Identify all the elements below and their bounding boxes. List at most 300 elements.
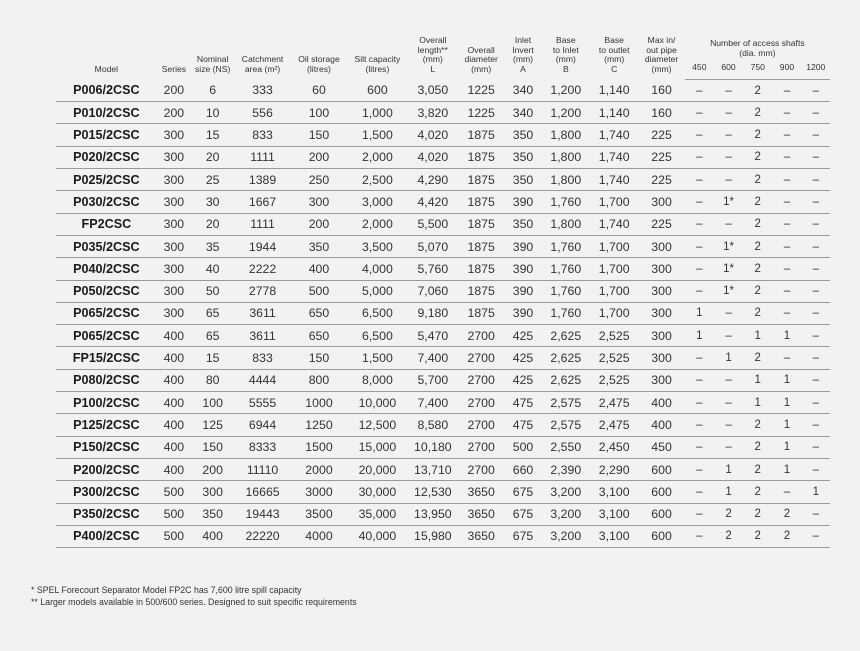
table-cell: 3,820 <box>408 102 458 124</box>
shaft-count-cell: – <box>772 258 801 280</box>
table-cell: 8333 <box>234 436 290 458</box>
table-cell: 300 <box>638 369 684 391</box>
table-cell: 1225 <box>458 102 504 124</box>
table-cell: 1,760 <box>542 235 590 257</box>
table-cell: 16665 <box>234 481 290 503</box>
table-cell: 3,200 <box>542 481 590 503</box>
header-shaft-size: 600 <box>714 62 743 79</box>
shaft-count-cell: – <box>685 146 714 168</box>
model-cell: P150/2CSC <box>56 436 157 458</box>
table-cell: 35 <box>191 235 234 257</box>
table-cell: 1,500 <box>347 347 407 369</box>
table-cell: 15 <box>191 124 234 146</box>
shaft-count-cell: 2 <box>743 347 772 369</box>
table-cell: 2700 <box>458 458 504 480</box>
footnote: ** Larger models available in 500/600 series. Designed to suit specific requirements <box>31 597 357 607</box>
table-cell: 20 <box>191 146 234 168</box>
table-cell: 1,760 <box>542 302 590 324</box>
table-cell: 3500 <box>291 503 347 525</box>
table-cell: 1875 <box>458 146 504 168</box>
table-cell: 22220 <box>234 525 290 547</box>
table-cell: 3,050 <box>408 79 458 101</box>
table-cell: 125 <box>191 414 234 436</box>
table-cell: 5,760 <box>408 258 458 280</box>
table-cell: 2000 <box>291 458 347 480</box>
shaft-count-cell: – <box>685 347 714 369</box>
table-cell: 6,500 <box>347 325 407 347</box>
shaft-count-cell: 2 <box>743 525 772 547</box>
table-cell: 300 <box>157 213 191 235</box>
table-cell: 2,575 <box>542 414 590 436</box>
shaft-count-cell: – <box>772 102 801 124</box>
table-row <box>56 79 830 101</box>
table-cell: 3,200 <box>542 503 590 525</box>
shaft-count-cell: – <box>802 503 830 525</box>
table-cell: 2,575 <box>542 392 590 414</box>
table-cell: 400 <box>638 414 684 436</box>
model-cell: P200/2CSC <box>56 458 157 480</box>
table-cell: 833 <box>234 124 290 146</box>
table-cell: 250 <box>291 169 347 191</box>
table-cell: 2,525 <box>590 347 638 369</box>
table-row <box>56 102 830 124</box>
shaft-count-cell: 1* <box>714 258 743 280</box>
table-cell: 300 <box>638 302 684 324</box>
shaft-count-cell: – <box>685 481 714 503</box>
table-cell: 30,000 <box>347 481 407 503</box>
shaft-count-cell: – <box>714 436 743 458</box>
table-cell: 40 <box>191 258 234 280</box>
shaft-count-cell: – <box>714 414 743 436</box>
model-cell: P006/2CSC <box>56 79 157 101</box>
table-cell: 300 <box>638 191 684 213</box>
table-cell: 5,070 <box>408 235 458 257</box>
footnote: * SPEL Forecourt Separator Model FP2C has 7,600 litre spill capacity <box>31 585 302 595</box>
shaft-count-cell: 1 <box>772 392 801 414</box>
table-cell: 13,710 <box>408 458 458 480</box>
table-cell: 3,000 <box>347 191 407 213</box>
shaft-count-cell: – <box>772 481 801 503</box>
table-row <box>56 191 830 213</box>
table-cell: 160 <box>638 102 684 124</box>
shaft-count-cell: – <box>772 302 801 324</box>
shaft-count-cell: 2 <box>743 235 772 257</box>
table-cell: 200 <box>291 146 347 168</box>
shaft-count-cell: – <box>685 213 714 235</box>
table-cell: 4,000 <box>347 258 407 280</box>
table-cell: 1,760 <box>542 258 590 280</box>
table-cell: 1,800 <box>542 124 590 146</box>
table-cell: 2700 <box>458 325 504 347</box>
shaft-count-cell: 1* <box>714 191 743 213</box>
table-cell: 5555 <box>234 392 290 414</box>
shaft-count-cell: – <box>714 302 743 324</box>
table-cell: 1,800 <box>542 169 590 191</box>
shaft-count-cell: 1 <box>685 302 714 324</box>
model-cell: P400/2CSC <box>56 525 157 547</box>
model-cell: FP15/2CSC <box>56 347 157 369</box>
shaft-count-cell: – <box>714 169 743 191</box>
table-cell: 1,740 <box>590 169 638 191</box>
shaft-count-cell: 2 <box>772 503 801 525</box>
table-row <box>56 458 830 480</box>
table-cell: 30 <box>191 191 234 213</box>
shaft-count-cell: – <box>802 79 830 101</box>
table-cell: 556 <box>234 102 290 124</box>
model-cell: FP2CSC <box>56 213 157 235</box>
header-series: Series <box>161 63 187 74</box>
shaft-count-cell: – <box>714 102 743 124</box>
table-row <box>56 481 830 503</box>
table-cell: 35,000 <box>347 503 407 525</box>
table-row <box>56 525 830 547</box>
table-row <box>56 213 830 235</box>
table-cell: 60 <box>291 79 347 101</box>
table-cell: 1,140 <box>590 79 638 101</box>
model-cell: P125/2CSC <box>56 414 157 436</box>
header-shaft-size: 450 <box>685 62 714 79</box>
table-cell: 1,700 <box>590 280 638 302</box>
shaft-count-cell: – <box>772 235 801 257</box>
table-cell: 80 <box>191 369 234 391</box>
table-cell: 200 <box>191 458 234 480</box>
table-row <box>56 280 830 302</box>
shaft-count-cell: – <box>802 124 830 146</box>
table-cell: 3650 <box>458 481 504 503</box>
table-cell: 675 <box>504 525 541 547</box>
table-row <box>56 124 830 146</box>
table-row <box>56 169 830 191</box>
table-cell: 225 <box>638 169 684 191</box>
table-cell: 1,700 <box>590 191 638 213</box>
table-cell: 19443 <box>234 503 290 525</box>
shaft-count-cell: 1 <box>685 325 714 347</box>
table-cell: 1250 <box>291 414 347 436</box>
table-cell: 600 <box>638 525 684 547</box>
table-cell: 1,800 <box>542 146 590 168</box>
table-cell: 400 <box>157 436 191 458</box>
table-body <box>56 79 830 547</box>
table-cell: 1,000 <box>347 102 407 124</box>
header-shaft-size: 900 <box>772 62 801 79</box>
table-cell: 3650 <box>458 503 504 525</box>
shaft-count-cell: – <box>685 414 714 436</box>
table-cell: 1875 <box>458 169 504 191</box>
table-cell: 675 <box>504 481 541 503</box>
table-cell: 10,180 <box>408 436 458 458</box>
table-cell: 400 <box>291 258 347 280</box>
model-cell: P050/2CSC <box>56 280 157 302</box>
table-cell: 390 <box>504 191 541 213</box>
table-row <box>56 503 830 525</box>
table-cell: 400 <box>157 458 191 480</box>
shaft-count-cell: 2 <box>714 503 743 525</box>
table-cell: 225 <box>638 124 684 146</box>
table-row <box>56 146 830 168</box>
shaft-count-cell: 2 <box>743 458 772 480</box>
shaft-count-cell: – <box>685 124 714 146</box>
table-cell: 300 <box>157 124 191 146</box>
shaft-count-cell: 1 <box>772 436 801 458</box>
model-cell: P015/2CSC <box>56 124 157 146</box>
table-cell: 650 <box>291 325 347 347</box>
table-cell: 5,500 <box>408 213 458 235</box>
table-cell: 425 <box>504 369 541 391</box>
table-cell: 4,420 <box>408 191 458 213</box>
shaft-count-cell: – <box>714 213 743 235</box>
shaft-count-cell: 1 <box>743 369 772 391</box>
table-cell: 1875 <box>458 258 504 280</box>
table-cell: 200 <box>157 102 191 124</box>
model-cell: P010/2CSC <box>56 102 157 124</box>
table-cell: 25 <box>191 169 234 191</box>
table-cell: 400 <box>157 392 191 414</box>
table-cell: 7,060 <box>408 280 458 302</box>
model-cell: P065/2CSC <box>56 302 157 324</box>
table-cell: 350 <box>504 169 541 191</box>
header-overall-length: Overall length** (mm) L <box>417 35 448 74</box>
header-overall-diameter: Overall diameter (mm) <box>464 44 498 74</box>
model-cell: P025/2CSC <box>56 169 157 191</box>
table-cell: 2,525 <box>590 369 638 391</box>
table-cell: 300 <box>638 258 684 280</box>
table-cell: 150 <box>191 436 234 458</box>
shaft-count-cell: 1 <box>772 414 801 436</box>
table-cell: 1875 <box>458 213 504 235</box>
model-cell: P100/2CSC <box>56 392 157 414</box>
table-cell: 300 <box>157 146 191 168</box>
table-cell: 3,100 <box>590 481 638 503</box>
table-cell: 2,550 <box>542 436 590 458</box>
table-row <box>56 325 830 347</box>
shaft-count-cell: – <box>802 347 830 369</box>
table-cell: 350 <box>504 124 541 146</box>
shaft-count-cell: – <box>714 124 743 146</box>
table-cell: 8,000 <box>347 369 407 391</box>
table-cell: 4,290 <box>408 169 458 191</box>
table-cell: 333 <box>234 79 290 101</box>
table-cell: 1875 <box>458 124 504 146</box>
table-cell: 1,700 <box>590 258 638 280</box>
table-cell: 1,800 <box>542 213 590 235</box>
header-base-to-outlet: Base to outlet (mm) C <box>598 35 630 74</box>
header-max-pipe-diameter: Max in/ out pipe diameter (mm) <box>644 35 679 74</box>
table-cell: 20,000 <box>347 458 407 480</box>
shaft-count-cell: 1* <box>714 280 743 302</box>
shaft-count-cell: 1* <box>714 235 743 257</box>
table-cell: 300 <box>157 280 191 302</box>
table-cell: 3,200 <box>542 525 590 547</box>
table-cell: 5,470 <box>408 325 458 347</box>
table-cell: 300 <box>157 258 191 280</box>
model-cell: P300/2CSC <box>56 481 157 503</box>
shaft-count-cell: – <box>802 213 830 235</box>
table-cell: 7,400 <box>408 392 458 414</box>
shaft-count-cell: 2 <box>743 191 772 213</box>
table-cell: 2,500 <box>347 169 407 191</box>
shaft-count-cell: – <box>802 280 830 302</box>
shaft-count-cell: – <box>772 79 801 101</box>
table-cell: 5,700 <box>408 369 458 391</box>
table-cell: 2,000 <box>347 213 407 235</box>
shaft-count-cell: – <box>772 347 801 369</box>
table-cell: 1,140 <box>590 102 638 124</box>
header-catchment-area: Catchment area (m²) <box>241 54 284 74</box>
table-cell: 9,180 <box>408 302 458 324</box>
table-cell: 1,760 <box>542 191 590 213</box>
shaft-count-cell: 1 <box>743 325 772 347</box>
table-cell: 1,740 <box>590 146 638 168</box>
table-cell: 2,625 <box>542 347 590 369</box>
shaft-count-cell: – <box>772 280 801 302</box>
table-cell: 2,450 <box>590 436 638 458</box>
table-cell: 2,475 <box>590 392 638 414</box>
table-cell: 1875 <box>458 280 504 302</box>
table-cell: 300 <box>291 191 347 213</box>
table-cell: 150 <box>291 347 347 369</box>
table-cell: 2778 <box>234 280 290 302</box>
model-cell: P350/2CSC <box>56 503 157 525</box>
shaft-count-cell: 1 <box>772 369 801 391</box>
table-row <box>56 302 830 324</box>
shaft-count-cell: – <box>802 436 830 458</box>
shaft-count-cell: – <box>802 235 830 257</box>
header-shaft-size: 1200 <box>802 62 830 79</box>
table-cell: 10 <box>191 102 234 124</box>
shaft-count-cell: 2 <box>743 414 772 436</box>
table-row <box>56 347 830 369</box>
table-cell: 13,950 <box>408 503 458 525</box>
table-cell: 5,000 <box>347 280 407 302</box>
shaft-count-cell: – <box>685 503 714 525</box>
table-cell: 2700 <box>458 369 504 391</box>
table-cell: 500 <box>157 525 191 547</box>
model-cell: P030/2CSC <box>56 191 157 213</box>
header-silt-capacity: Silt capacity (litres) <box>354 54 401 74</box>
table-cell: 6944 <box>234 414 290 436</box>
table-cell: 15,000 <box>347 436 407 458</box>
table-cell: 1389 <box>234 169 290 191</box>
header-model: Model <box>94 63 119 74</box>
table-cell: 400 <box>157 369 191 391</box>
table-cell: 1111 <box>234 146 290 168</box>
shaft-count-cell: – <box>802 302 830 324</box>
shaft-count-cell: 2 <box>743 102 772 124</box>
table-cell: 350 <box>191 503 234 525</box>
table-cell: 400 <box>191 525 234 547</box>
table-cell: 3000 <box>291 481 347 503</box>
shaft-count-cell: 1 <box>772 458 801 480</box>
table-cell: 390 <box>504 258 541 280</box>
table-cell: 3611 <box>234 325 290 347</box>
table-cell: 2,625 <box>542 369 590 391</box>
table-cell: 300 <box>157 235 191 257</box>
table-cell: 400 <box>638 392 684 414</box>
table-cell: 50 <box>191 280 234 302</box>
table-row <box>56 392 830 414</box>
table-cell: 833 <box>234 347 290 369</box>
shaft-count-cell: 1 <box>743 392 772 414</box>
shaft-count-cell: – <box>802 102 830 124</box>
shaft-count-cell: 1 <box>802 481 830 503</box>
shaft-count-cell: 2 <box>743 124 772 146</box>
table-cell: 500 <box>291 280 347 302</box>
table-cell: 225 <box>638 146 684 168</box>
table-cell: 425 <box>504 347 541 369</box>
shaft-count-cell: 2 <box>743 169 772 191</box>
table-cell: 7,400 <box>408 347 458 369</box>
table-cell: 15,980 <box>408 525 458 547</box>
header-shaft-size: 750 <box>743 62 772 79</box>
shaft-count-cell: 2 <box>743 213 772 235</box>
table-cell: 300 <box>157 302 191 324</box>
shaft-count-cell: – <box>802 458 830 480</box>
table-cell: 390 <box>504 280 541 302</box>
table-cell: 1,200 <box>542 102 590 124</box>
table-cell: 6,500 <box>347 302 407 324</box>
table-cell: 1225 <box>458 79 504 101</box>
table-cell: 500 <box>504 436 541 458</box>
shaft-count-cell: 2 <box>772 525 801 547</box>
table-cell: 1,700 <box>590 235 638 257</box>
table-cell: 2,625 <box>542 325 590 347</box>
table-cell: 100 <box>291 102 347 124</box>
shaft-count-cell: – <box>714 369 743 391</box>
table-cell: 400 <box>157 414 191 436</box>
shaft-count-cell: 2 <box>743 302 772 324</box>
shaft-count-cell: 2 <box>743 481 772 503</box>
shaft-count-cell: – <box>685 392 714 414</box>
table-cell: 40,000 <box>347 525 407 547</box>
table-row <box>56 258 830 280</box>
table-cell: 1667 <box>234 191 290 213</box>
table-cell: 300 <box>638 325 684 347</box>
table-cell: 300 <box>638 280 684 302</box>
table-cell: 4444 <box>234 369 290 391</box>
table-cell: 3,500 <box>347 235 407 257</box>
table-cell: 3,100 <box>590 525 638 547</box>
table-row <box>56 436 830 458</box>
shaft-count-cell: – <box>802 525 830 547</box>
shaft-count-cell: 2 <box>743 79 772 101</box>
table-cell: 12,530 <box>408 481 458 503</box>
table-cell: 600 <box>638 503 684 525</box>
table-cell: 11110 <box>234 458 290 480</box>
table-cell: 2,000 <box>347 146 407 168</box>
table-cell: 2700 <box>458 414 504 436</box>
shaft-count-cell: – <box>802 325 830 347</box>
footnotes <box>31 584 357 608</box>
shaft-count-cell: – <box>685 258 714 280</box>
shaft-count-cell: – <box>802 392 830 414</box>
table-cell: 390 <box>504 302 541 324</box>
table-cell: 225 <box>638 213 684 235</box>
table-cell: 2,390 <box>542 458 590 480</box>
table-cell: 3,100 <box>590 503 638 525</box>
shaft-count-cell: – <box>714 146 743 168</box>
table-cell: 2,290 <box>590 458 638 480</box>
table-cell: 1,740 <box>590 124 638 146</box>
table-cell: 660 <box>504 458 541 480</box>
model-cell: P035/2CSC <box>56 235 157 257</box>
table-cell: 1,740 <box>590 213 638 235</box>
table-row <box>56 414 830 436</box>
table-cell: 100 <box>191 392 234 414</box>
table-cell: 12,500 <box>347 414 407 436</box>
table-cell: 2700 <box>458 347 504 369</box>
table-cell: 400 <box>157 325 191 347</box>
table-cell: 2700 <box>458 436 504 458</box>
